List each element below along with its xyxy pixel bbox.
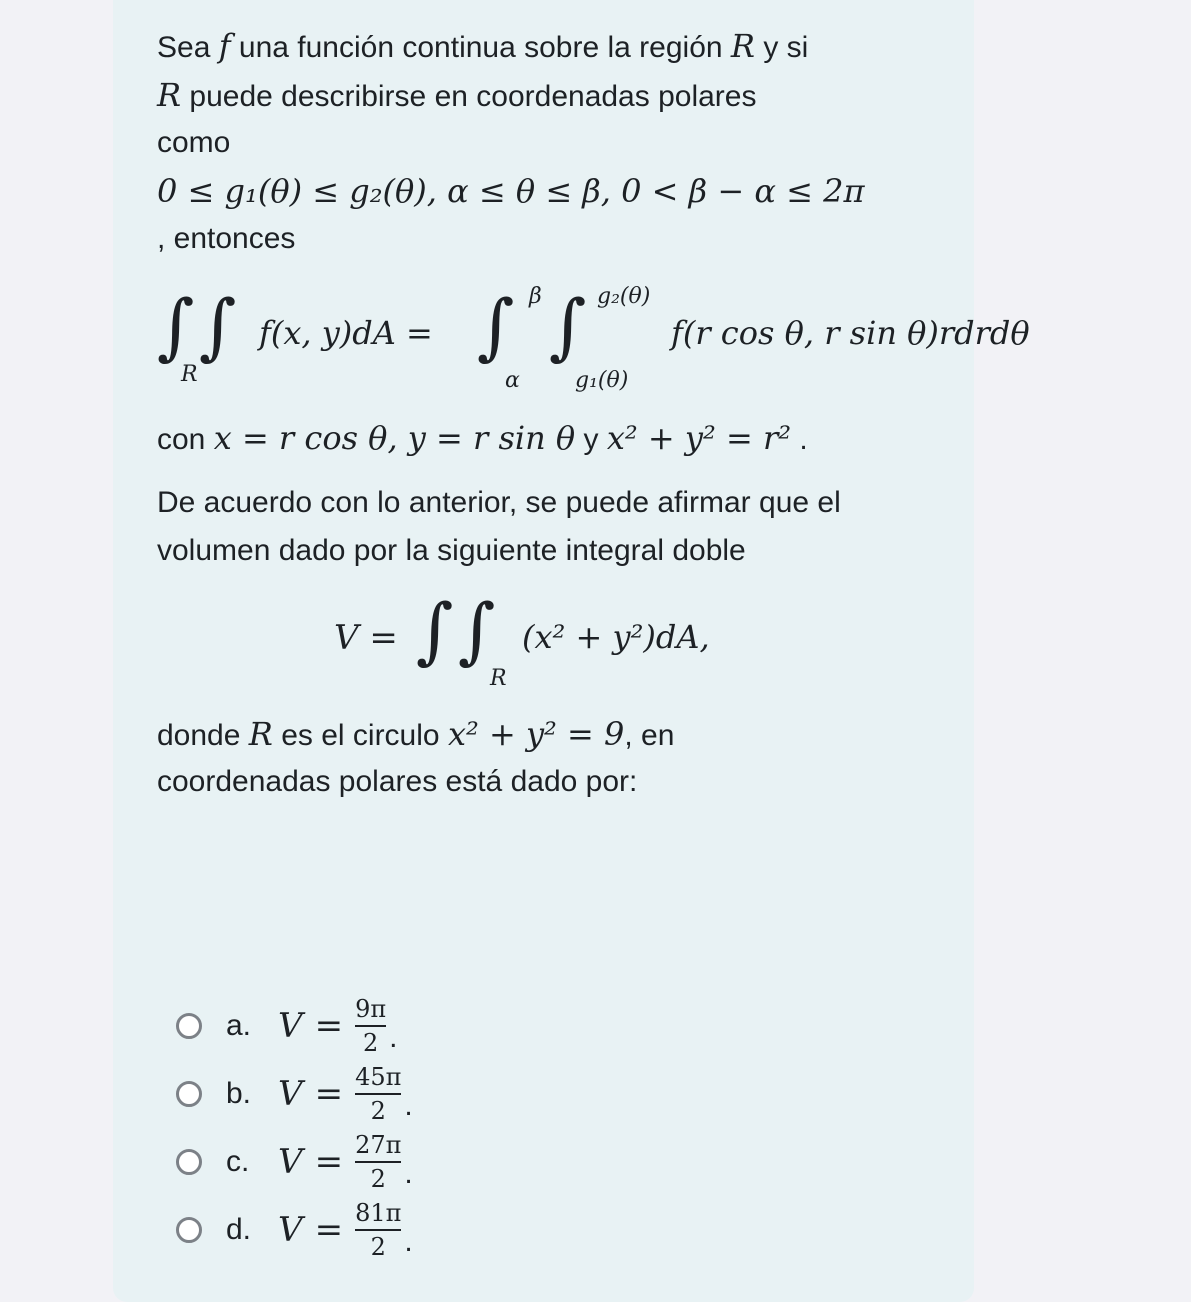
question-line-4: coordenadas polares está dado por: bbox=[157, 765, 638, 798]
option-letter: a. bbox=[226, 1009, 252, 1042]
integral-sign: ∫ bbox=[458, 588, 496, 672]
intro-line-5: , entonces bbox=[157, 222, 296, 255]
option-variable: V bbox=[278, 1006, 303, 1046]
option-equals: = bbox=[314, 1006, 344, 1046]
lower-limit-g1: g₁(θ) bbox=[575, 368, 629, 393]
option-variable: V bbox=[278, 1210, 303, 1250]
option-a[interactable]: a. V = $\frac{9\pi}{2}$ . bbox=[176, 998, 397, 1054]
option-letter: c. bbox=[226, 1145, 250, 1178]
numerator: 9π bbox=[355, 995, 387, 1023]
relations-line: con x = r cos θ, y = r sin θ y x² + y² = r² . bbox=[157, 419, 808, 457]
option-fraction bbox=[355, 995, 386, 1057]
option-fraction bbox=[355, 1063, 401, 1125]
upper-limit-beta: β bbox=[529, 284, 542, 309]
denominator: 2 bbox=[362, 1029, 379, 1057]
integral-sign: ∫ bbox=[416, 588, 454, 672]
polar-integral-formula bbox=[157, 284, 1030, 393]
option-c[interactable]: c. V = $\frac{27\pi}{2}$ . bbox=[176, 1134, 413, 1190]
radio-c[interactable] bbox=[176, 1149, 202, 1175]
intro-line-3: como bbox=[157, 126, 231, 159]
numerator: 81π bbox=[355, 1199, 402, 1227]
radio-a[interactable] bbox=[176, 1013, 202, 1039]
option-equals: = bbox=[314, 1074, 344, 1114]
option-variable: V bbox=[278, 1074, 303, 1114]
radio-d[interactable] bbox=[176, 1217, 202, 1243]
denominator: 2 bbox=[370, 1097, 386, 1125]
question-line-3: donde R es el circulo x² + y² = 9, en bbox=[157, 715, 675, 753]
integral-sign: ∫ bbox=[477, 284, 515, 368]
question-line-1: De acuerdo con lo anterior, se puede afirmar que el bbox=[157, 486, 841, 519]
option-letter: d. bbox=[226, 1213, 252, 1246]
numerator: 45π bbox=[355, 1063, 402, 1091]
numerator: 27π bbox=[355, 1131, 402, 1159]
rhs-integrand: f(r cos θ, r sin θ)rdrdθ bbox=[671, 314, 1030, 352]
lhs-integrand: f(x, y)dA = bbox=[259, 314, 433, 352]
lower-limit-alpha: α bbox=[505, 368, 520, 393]
intro-line-1: Sea f una función continua sobre la región R y si bbox=[157, 27, 809, 65]
option-fraction bbox=[355, 1199, 401, 1261]
volume-integrand: (x² + y²)dA, bbox=[522, 618, 710, 656]
inequality-formula: 0 ≤ g₁(θ) ≤ g₂(θ), α ≤ θ ≤ β, 0 < β − α ≤ 2π bbox=[157, 172, 865, 210]
intro-line-2: R puede describirse en coordenadas polares bbox=[157, 76, 757, 114]
option-equals: = bbox=[314, 1210, 344, 1250]
option-letter: b. bbox=[226, 1077, 252, 1110]
lower-limit-R: R bbox=[181, 362, 198, 387]
denominator: 2 bbox=[370, 1233, 386, 1261]
integral-sign: ∫ bbox=[199, 284, 237, 368]
option-d[interactable]: d. V = $\frac{81\pi}{2}$ . bbox=[176, 1202, 413, 1258]
radio-b[interactable] bbox=[176, 1081, 202, 1107]
question-line-2: volumen dado por la siguiente integral doble bbox=[157, 534, 746, 567]
lower-limit-R: R bbox=[490, 666, 507, 691]
integral-sign: ∫ bbox=[549, 284, 587, 368]
option-b[interactable]: b. V = $\frac{45\pi}{2}$ . bbox=[176, 1066, 413, 1122]
integral-sign: ∫ bbox=[157, 284, 195, 368]
option-variable: V bbox=[278, 1142, 303, 1182]
volume-lhs: V = bbox=[334, 618, 398, 658]
option-fraction bbox=[355, 1131, 401, 1193]
denominator: 2 bbox=[370, 1165, 386, 1193]
option-equals: = bbox=[314, 1142, 344, 1182]
upper-limit-g2: g₂(θ) bbox=[597, 284, 651, 309]
